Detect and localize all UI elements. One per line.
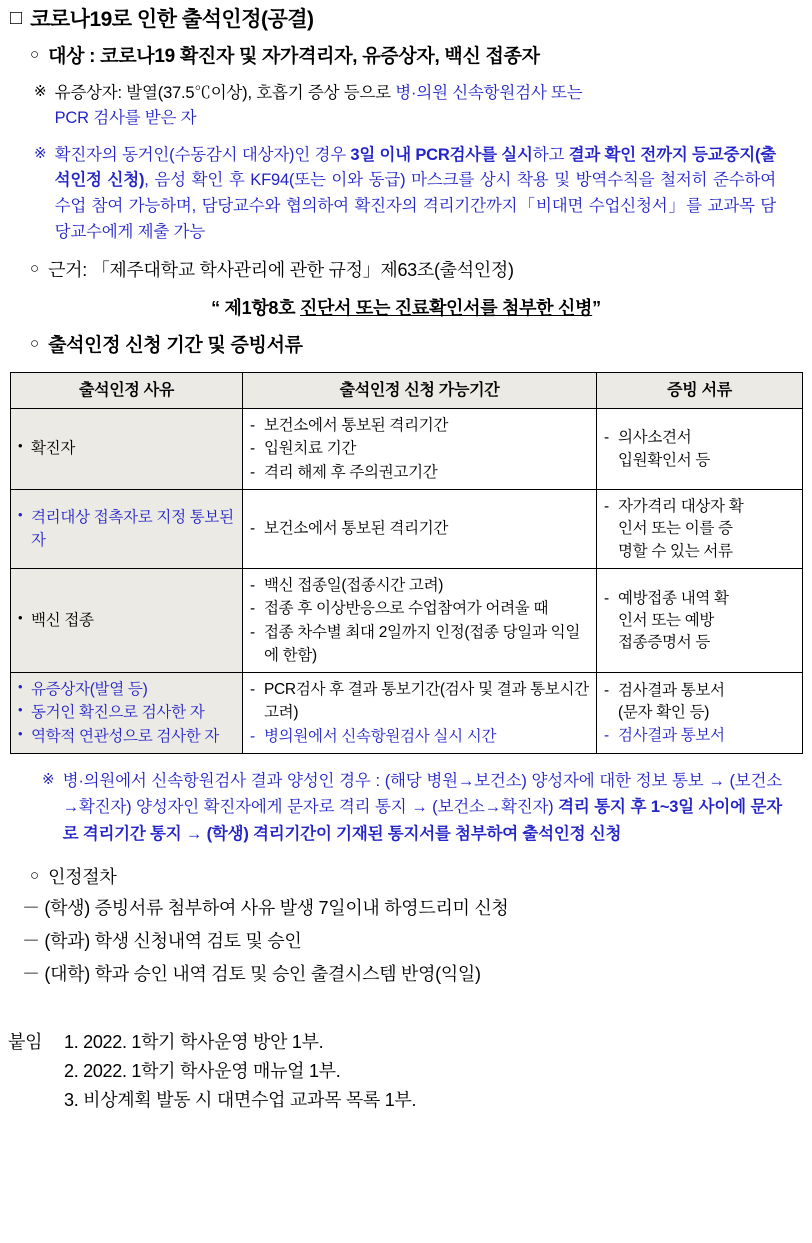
table-row: [11, 569, 803, 673]
cell-proof-2: [597, 489, 803, 568]
proof-item: - 의사소견서: [604, 426, 795, 449]
note-cohabitant-part1: 확진자의 동거인(수동감시 대상자)인 경우: [54, 145, 351, 164]
reason-item: • 유증상자(발열 등): [18, 678, 235, 701]
document-page: [0, 8, 812, 1243]
note-cohabitant-part4: 결과 확인 전까지 등교중지(출석인정 신청): [54, 145, 776, 190]
note-symptomatic-part3: PCR 검사를 받은 자: [54, 109, 197, 128]
table-header-period: 출석인정 신청 가능기간: [243, 373, 597, 409]
section-period-text: 출석인정 신청 기간 및 증빙서류: [48, 335, 303, 357]
attachment-block: [8, 1028, 812, 1114]
proof-item-cont: 명할 수 있는 서류: [618, 542, 733, 560]
period-item: - PCR검사 후 결과 통보기간(검사 및 결과 통보시간 고려): [250, 678, 589, 725]
note-rapid-test-text: [63, 768, 782, 847]
reference-mark-icon-3: ※: [42, 770, 55, 788]
cell-period-1: [243, 409, 597, 490]
circle-bullet-icon-2: ○: [30, 260, 40, 278]
note-symptomatic-part1: 유증상자: 발열(37.5℃이상), 호흡기 증상 등으로: [54, 83, 396, 102]
note-symptomatic-text: [55, 81, 583, 132]
cell-proof-4: [597, 673, 803, 754]
attendance-table: [10, 372, 803, 754]
proof-item-cont: 접종증명서 등: [618, 634, 711, 652]
period-item: - 접종 차수별 최대 2일까지 인정(접종 당일과 익일에 한함): [250, 621, 589, 668]
note-cohabitant-part5: , 음성 확인 후 KF94(또는 이와 동급) 마스크를 상시 착용 및 방역수칙을 철저히 준수하여 수업 참여 가능하며, 담당교수와 협의하여 확진자의 격리기간까지「비대면 수업신청서」를 교과목 담당교수에게 제출 가능: [54, 171, 776, 241]
note-rapid-test: [42, 768, 782, 847]
regulation-quote: [0, 294, 812, 320]
cell-proof-1: [597, 409, 803, 490]
reason-item: • 백신 접종: [18, 609, 235, 632]
table-row: [11, 489, 803, 568]
circle-bullet-icon-3: ○: [30, 335, 40, 353]
quote-post: ”: [592, 298, 601, 319]
section-period: [30, 333, 812, 359]
circle-bullet-icon-4: ○: [30, 867, 40, 885]
reason-item: • 격리대상 접촉자로 지정 통보된 자: [18, 506, 235, 553]
period-item: - 보건소에서 통보된 격리기간: [250, 414, 589, 437]
cell-period-4: [243, 673, 597, 754]
reason-item: • 역학적 연관성으로 검사한 자: [18, 725, 235, 748]
process-item: － (학생) 증빙서류 첨부하여 사유 발생 7일이내 하영드리미 신청: [22, 898, 509, 919]
proof-item: - 자가격리 대상자 확: [604, 495, 795, 518]
reason-item: • 동거인 확진으로 검사한 자: [18, 701, 235, 724]
cell-proof-3: [597, 569, 803, 673]
period-item: - 병의원에서 신속항원검사 실시 시간: [250, 725, 589, 748]
attachment-item: 1. 2022. 1학기 학사운영 방안 1부.: [64, 1032, 324, 1053]
table-header-proof: 증빙 서류: [597, 373, 803, 409]
attachment-items: [64, 1028, 416, 1114]
attachment-label: 붙임: [8, 1032, 43, 1053]
note-cohabitant-part2: 3일 이내 PCR검사를 실시: [350, 145, 533, 164]
proof-item: - 예방접종 내역 확: [604, 587, 795, 610]
cell-reason-2: [11, 489, 243, 568]
period-item: - 백신 접종일(접종시간 고려): [250, 574, 589, 597]
table-header-reason: 출석인정 사유: [11, 373, 243, 409]
quote-underline: 진단서 또는 진료확인서를 첨부한 신병: [299, 298, 593, 319]
circle-bullet-icon: ○: [30, 46, 40, 64]
square-bullet-icon: □: [10, 7, 23, 29]
cell-reason-1: [11, 409, 243, 490]
proof-item-cont: 인서 또는 예방: [618, 611, 715, 629]
cell-period-2: [243, 489, 597, 568]
note-symptomatic: [34, 81, 776, 132]
cell-reason-3: [11, 569, 243, 673]
cell-reason-4: [11, 673, 243, 754]
proof-item: - 검사결과 통보서: [604, 724, 795, 747]
section-target: [30, 44, 812, 70]
page-title-text: 코로나19로 인한 출석인정(공결): [30, 8, 314, 31]
period-item: - 접종 후 이상반응으로 수업참여가 어려울 때: [250, 597, 589, 620]
proof-item: - 검사결과 통보서: [604, 679, 795, 702]
period-item: - 보건소에서 통보된 격리기간: [250, 517, 589, 540]
section-process-text: 인정절차: [48, 867, 117, 888]
section-basis: [30, 258, 812, 282]
reason-item: • 확진자: [18, 437, 235, 460]
cell-period-3: [243, 569, 597, 673]
process-item: － (학과) 학생 신청내역 검토 및 승인: [22, 931, 302, 952]
table-row: [11, 673, 803, 754]
section-process: [30, 865, 812, 889]
proof-item-cont: 입원확인서 등: [618, 451, 711, 469]
proof-item-cont: 인서 또는 이를 증: [618, 520, 733, 538]
section-target-text: 대상 : 코로나19 확진자 및 자가격리자, 유증상자, 백신 접종자: [48, 46, 540, 68]
attachment-item: 2. 2022. 1학기 학사운영 매뉴얼 1부.: [64, 1061, 341, 1082]
note-cohabitant-text: [55, 143, 776, 245]
table-header-row: [11, 373, 803, 409]
quote-pre: “ 제1항8호: [211, 298, 300, 319]
reference-mark-icon: ※: [34, 82, 47, 100]
note-cohabitant: [34, 143, 776, 245]
period-item: - 격리 해제 후 주의권고기간: [250, 461, 589, 484]
note-symptomatic-part2: 병·의원 신속항원검사 또는: [395, 83, 583, 102]
attachment-item: 3. 비상계획 발동 시 대면수업 교과목 목록 1부.: [64, 1089, 417, 1110]
proof-item-cont: (문자 확인 등): [618, 703, 710, 721]
note-rapid-part2: 격리 통지 후 1~3일 사이에 문자로 격리기간 통지 → (학생) 격리기간이 기재된 통지서를 첨부하여 출석인정 신청: [62, 798, 782, 843]
process-item: － (대학) 학과 승인 내역 검토 및 승인 출결시스템 반영(익일): [22, 964, 481, 985]
section-basis-text: 근거: 「제주대학교 학사관리에 관한 규정」제63조(출석인정): [48, 260, 514, 281]
note-cohabitant-part3: 하고: [532, 145, 569, 164]
page-title: [10, 8, 812, 31]
reference-mark-icon-2: ※: [34, 144, 47, 162]
period-item: - 입원치료 기간: [250, 437, 589, 460]
note-rapid-part1: 병·의원에서 신속항원검사 결과 양성인 경우 : (해당 병원→보건소) 양성자에 대한 정보 통보 → (보건소→확진자) 양성자인 확진자에게 문자로 격리 통지 → (보건소→확진자): [62, 771, 782, 817]
table-row: [11, 409, 803, 490]
